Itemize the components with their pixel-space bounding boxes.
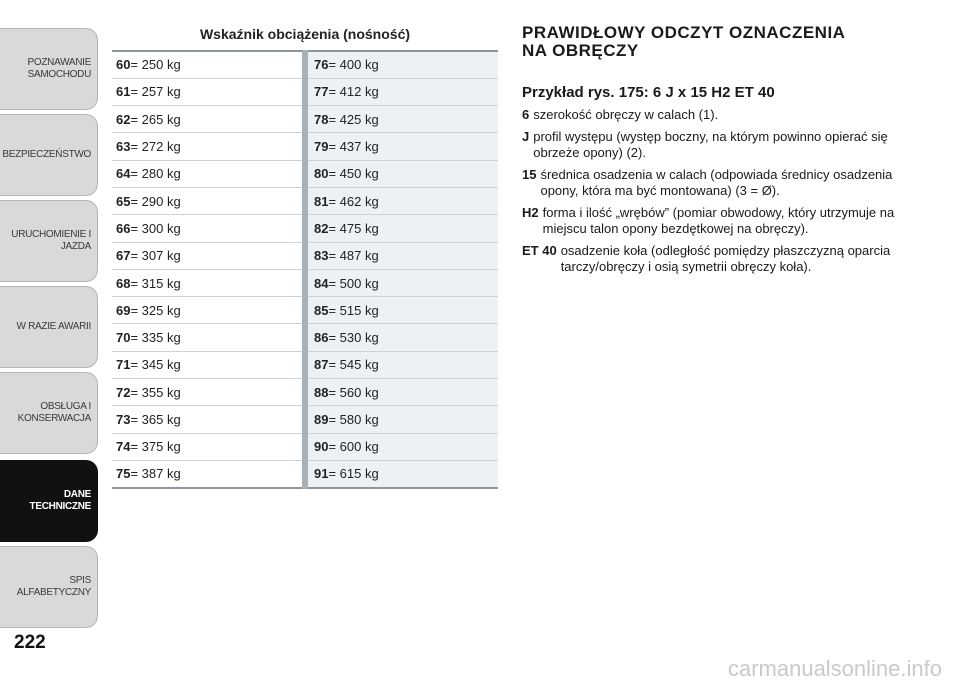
definition-item xyxy=(522,205,922,237)
table-row xyxy=(112,78,498,105)
load-index-cell xyxy=(305,242,498,269)
example-title: Przykład rys. 175: 6 J x 15 H2 ET 40 xyxy=(522,84,775,101)
definition-item xyxy=(522,243,922,275)
load-table-title: Wskaźnik obciążenia (nośność) xyxy=(199,26,411,42)
load-index-value: = 355 kg xyxy=(130,384,181,400)
load-index-code: 87 xyxy=(314,357,329,373)
load-index-code: 65 xyxy=(116,193,131,209)
load-index-code: 90 xyxy=(314,439,329,455)
load-index-code: 63 xyxy=(116,139,131,155)
watermark: carmanualsonline.info xyxy=(727,656,942,681)
load-index-value: = 335 kg xyxy=(130,330,181,346)
tab-dane-techniczne[interactable]: DANE TECHNICZNE xyxy=(0,460,98,542)
load-index-code: 74 xyxy=(116,439,131,455)
load-index-code: 62 xyxy=(116,111,131,127)
load-index-value: = 615 kg xyxy=(328,466,379,482)
definition-list xyxy=(522,107,922,275)
load-index-value: = 580 kg xyxy=(328,412,379,427)
load-index-code: 81 xyxy=(314,193,329,209)
load-index-code: 66 xyxy=(116,220,131,236)
tab-w-razie-awarii[interactable]: W RAZIE AWARII xyxy=(0,286,98,368)
load-index-value: = 257 kg xyxy=(130,84,181,100)
load-index-value: = 307 kg xyxy=(130,248,181,264)
load-index-cell xyxy=(112,187,305,214)
load-index-value: = 487 kg xyxy=(328,248,379,264)
definition-text: średnica osadzenia w calach (odpowiada średnicy osadzenia opony, która ma być montowana) (3 = Ø). xyxy=(540,167,893,198)
definition-item xyxy=(522,107,922,123)
definition-text: profil występu (występ boczny, na którym powinno opierać się obrzeże opony) (2). xyxy=(533,129,888,160)
load-index-cell xyxy=(305,351,498,378)
definition-text: szerokość obręczy w calach (1). xyxy=(533,107,719,122)
table-row xyxy=(112,215,498,242)
load-index-value: = 387 kg xyxy=(130,466,181,482)
load-index-value: = 412 kg xyxy=(328,84,379,100)
load-index-value: = 462 kg xyxy=(328,193,379,209)
table-row xyxy=(112,460,498,487)
load-index-value: = 272 kg xyxy=(130,139,181,155)
load-index-cell xyxy=(112,215,305,242)
page-number: 222 xyxy=(14,632,46,653)
tab-spis-alfabetyczny[interactable]: SPIS ALFABETYCZNY xyxy=(0,546,98,628)
table-row xyxy=(112,433,498,460)
load-index-cell xyxy=(305,106,498,133)
load-index-code: 88 xyxy=(314,384,329,400)
load-index-value: = 560 kg xyxy=(328,384,379,400)
load-index-cell xyxy=(305,433,498,460)
table-row xyxy=(112,379,498,406)
load-index-value: = 315 kg xyxy=(130,275,181,291)
load-index-cell xyxy=(112,242,305,269)
load-index-cell xyxy=(112,106,305,133)
definition-code: 6 xyxy=(522,107,530,122)
load-index-cell xyxy=(305,406,498,433)
load-index-value: = 265 kg xyxy=(130,111,181,127)
definition-text: forma i ilość „wrębów” (pomiar obwodowy, który utrzymuje na miejscu talon opony bezdętkowej na obręczy). xyxy=(542,205,895,236)
load-index-cell xyxy=(112,379,305,406)
load-index-value: = 475 kg xyxy=(328,220,379,236)
table-row xyxy=(112,106,498,133)
load-index-cell xyxy=(305,215,498,242)
load-index-cell xyxy=(305,133,498,160)
load-index-cell xyxy=(305,297,498,324)
load-index-code: 67 xyxy=(116,248,131,264)
table-row xyxy=(112,187,498,214)
table-row xyxy=(112,160,498,187)
load-index-code: 64 xyxy=(116,166,131,182)
load-index-cell xyxy=(112,324,305,351)
load-index-cell xyxy=(305,78,498,105)
table-row xyxy=(112,297,498,324)
load-index-code: 75 xyxy=(116,466,131,482)
load-index-value: = 300 kg xyxy=(130,220,181,236)
load-index-code: 86 xyxy=(314,330,329,346)
load-index-value: = 530 kg xyxy=(328,330,379,346)
load-index-cell xyxy=(305,269,498,296)
load-index-code: 71 xyxy=(116,357,131,373)
tab-obsluga-i-konserwacja[interactable]: OBSŁUGA I KONSERWACJA xyxy=(0,372,98,454)
load-index-cell xyxy=(305,379,498,406)
load-index-code: 70 xyxy=(116,330,131,346)
load-index-value: = 515 kg xyxy=(328,302,379,318)
tab-bezpieczenstwo[interactable]: BEZPIECZEŃSTWO xyxy=(0,114,98,196)
definition-item xyxy=(522,129,922,161)
section-heading: PRAWIDŁOWY ODCZYT OZNACZENIA NA OBRĘCZY xyxy=(522,23,846,60)
load-index-code: 73 xyxy=(116,412,131,427)
load-index-cell xyxy=(112,160,305,187)
load-index-cell xyxy=(112,297,305,324)
load-index-code: 79 xyxy=(314,139,329,155)
load-index-cell xyxy=(112,351,305,378)
table-row xyxy=(112,351,498,378)
load-index-cell xyxy=(305,51,498,78)
load-index-value: = 600 kg xyxy=(328,439,379,455)
load-index-code: 77 xyxy=(314,84,329,100)
tab-poznawanie-samochodu[interactable]: POZNAWANIE SAMOCHODU xyxy=(0,28,98,110)
load-index-code: 83 xyxy=(314,248,329,264)
load-index-code: 84 xyxy=(314,275,329,291)
load-index-code: 69 xyxy=(116,302,131,318)
load-index-code: 91 xyxy=(314,466,329,482)
definition-code: H2 xyxy=(522,205,539,220)
load-index-code: 85 xyxy=(314,302,329,318)
load-index-code: 89 xyxy=(314,412,329,427)
definition-code: ET 40 xyxy=(522,243,557,258)
load-index-value: = 290 kg xyxy=(130,193,181,209)
table-row xyxy=(112,133,498,160)
definition-text: osadzenie koła (odległość pomiędzy płaszczyzną oparcia tarczy/obręczy i osią symetrii obręczy koła). xyxy=(560,243,891,274)
load-index-value: = 400 kg xyxy=(328,57,379,73)
load-index-cell xyxy=(305,187,498,214)
load-index-cell xyxy=(112,133,305,160)
load-index-value: = 250 kg xyxy=(130,57,181,73)
load-index-cell xyxy=(112,51,305,78)
load-index-value: = 425 kg xyxy=(328,111,379,127)
load-index-value: = 345 kg xyxy=(130,357,181,373)
load-index-cell xyxy=(305,324,498,351)
load-index-code: 76 xyxy=(314,57,329,73)
load-index-cell xyxy=(112,269,305,296)
load-index-value: = 545 kg xyxy=(328,357,379,373)
load-index-code: 60 xyxy=(116,57,131,73)
load-index-value: = 500 kg xyxy=(328,275,379,291)
load-index-code: 61 xyxy=(116,84,131,100)
load-index-value: = 450 kg xyxy=(328,166,379,182)
rim-marking-section xyxy=(522,24,922,281)
load-index-cell xyxy=(112,406,305,433)
load-index-cell xyxy=(112,78,305,105)
load-index-code: 82 xyxy=(314,220,329,236)
table-row xyxy=(112,242,498,269)
definition-code: 15 xyxy=(522,167,537,182)
load-index-code: 78 xyxy=(314,111,329,127)
load-index-cell xyxy=(112,460,305,487)
load-index-code: 72 xyxy=(116,384,131,400)
load-index-value: = 365 kg xyxy=(130,412,181,427)
table-row xyxy=(112,406,498,433)
table-row xyxy=(112,51,498,78)
load-index-value: = 437 kg xyxy=(328,139,379,155)
table-row xyxy=(112,269,498,296)
load-index-cell xyxy=(305,460,498,487)
definition-item xyxy=(522,167,922,199)
load-index-code: 68 xyxy=(116,275,131,291)
load-index-cell xyxy=(112,433,305,460)
definition-code: J xyxy=(522,129,530,144)
load-index-table xyxy=(112,50,498,489)
table-row xyxy=(112,324,498,351)
load-index-cell xyxy=(305,160,498,187)
load-index-value: = 280 kg xyxy=(130,166,181,182)
tab-uruchomienie-i-jazda[interactable]: URUCHOMIENIE I JAZDA xyxy=(0,200,98,282)
load-index-code: 80 xyxy=(314,166,329,182)
load-index-value: = 375 kg xyxy=(130,439,181,455)
load-index-value: = 325 kg xyxy=(130,302,181,318)
